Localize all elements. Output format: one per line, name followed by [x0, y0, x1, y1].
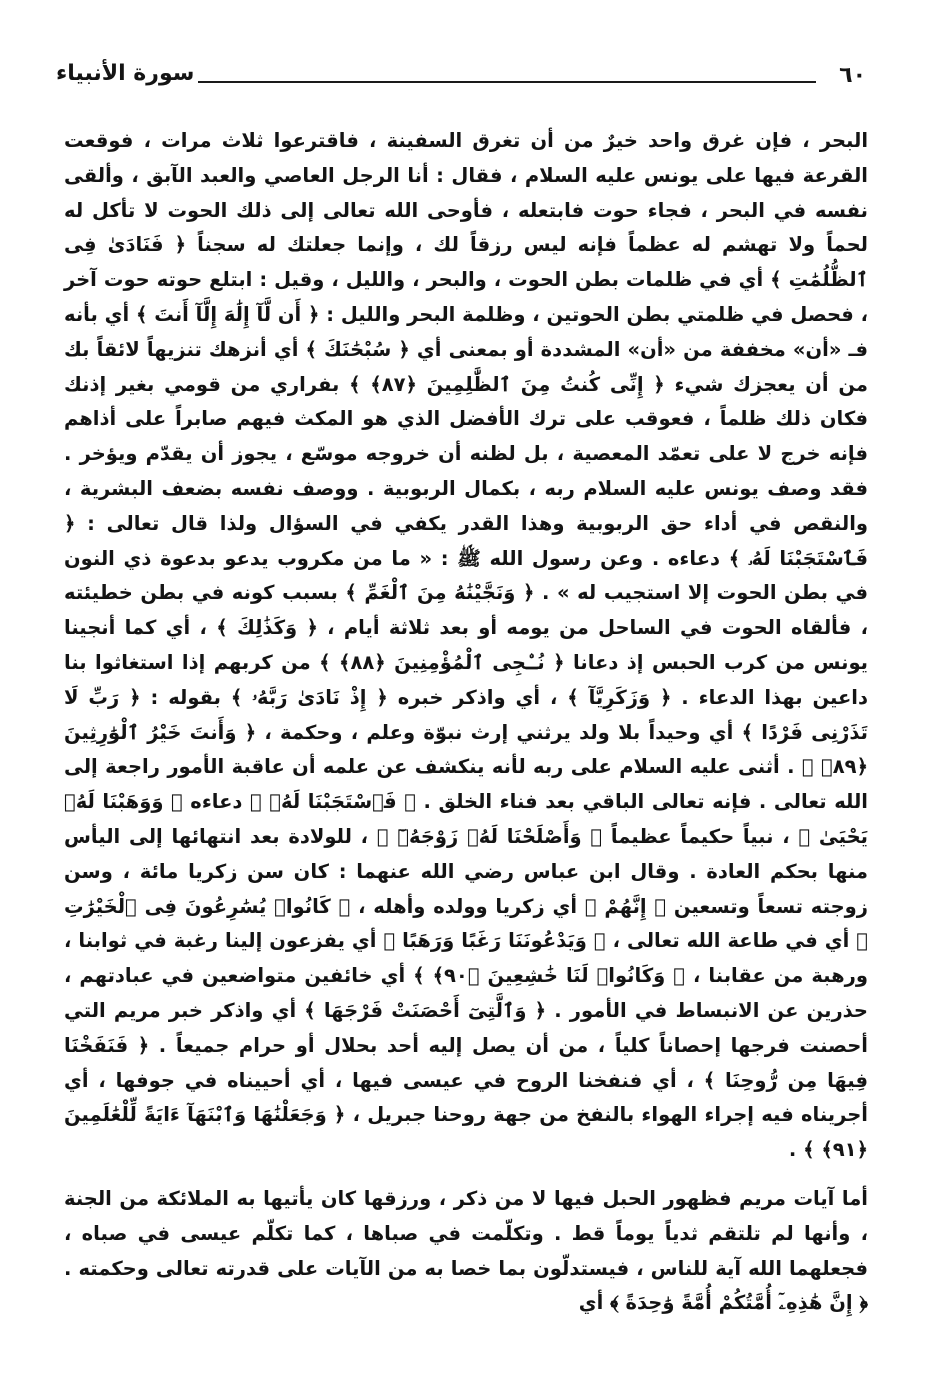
- commentary-body: [64, 124, 868, 1321]
- running-header: [56, 54, 868, 94]
- commentary-paragraph: أما آيات مريم فظهور الحبل فيها لا من ذكر ، ورزقها كان يأتيها به الملائكة من الجنة ، وأنها لم تلتقم ثدياً يوماً قط . وتكلّمت في صباها ، كما تكلّم عيسى في صباه ، فجعلهما الله آية للناس ، فيستدلّون بما خصا به من الآيات على قدرته تعالى وحكمته . ﴿ إِنَّ هَٰذِهِۦٓ أُمَّتُكُمْ أُمَّةً وَٰحِدَةً ﴾ أي: [64, 1186, 868, 1315]
- commentary-paragraph: البحر ، فإن غرق واحد خيرٌ من أن تغرق السفينة ، فاقترعوا ثلاث مرات ، فوقعت القرعة فيها على يونس عليه السلام ، فقال : أنا الرجل العاصي والعبد الآبق ، وألقى نفسه في البحر ، فجاء حوت فابتعله ، فأوحى الله تعالى إلى ذلك الحوت لا تأكل له لحماً ولا تهشم له عظماً فإنه ليس رزقاً لك ، وإنما جعلتك له سجناً ﴿ فَنَادَىٰ فِى ٱلظُّلُمَٰتِ ﴾ أي في ظلمات بطن الحوت ، والبحر ، والليل ، وقيل : ابتلع حوته حوت آخر ، فحصل في ظلمتي بطن الحوتين ، وظلمة البحر والليل : ﴿ أَن لَّآ إِلَٰهَ إِلَّآ أَنتَ ﴾ أي بأنه فـ «أن» مخففة من «أن» المشددة أو بمعنى أي ﴿ سُبْحَٰنَكَ ﴾ أي أنزهك تنزيهاً لائقاً بك من أن يعجزك شيء ﴿ إِنِّى كُنتُ مِنَ ٱلظَّٰلِمِينَ ﴿٨٧﴾ ﴾ بفراري من قومي بغير إذنك فكان ذلك ظلماً ، فعوقب على ترك الأفضل الذي هو المكث فيهم صابراً على أذاهم فإنه خرج لا على تعمّد المعصية ، بل لظنه أن خروجه موسّع ، يجوز أن يقدّم ويؤخر . فقد وصف يونس عليه السلام ربه ، بكمال الربوبية . ووصف نفسه بضعف البشرية ، والنقص في أداء حق الربوبية وهذا القدر يكفي في السؤال ولذا قال تعالى : ﴿ فَٱسْتَجَبْنَا لَهُۥ ﴾ دعاءه . وعن رسول الله ﷺ : « ما من مكروب يدعو بدعوة ذي النون في بطن الحوت إلا استجيب له » . ﴿ وَنَجَّيْنَٰهُ مِنَ ٱلْغَمِّ ﴾ بسبب كونه في بطن خطيئته ، فألقاه الحوت في الساحل من يومه أو بعد ثلاثة أيام ، ﴿ وَكَذَٰلِكَ ﴾ ، أي كما أنجينا يونس من كرب الحبس إذ دعانا ﴿ نُـۨجِى ٱلْمُؤْمِنِينَ ﴿٨٨﴾ ﴾ من كربهم إذا استغاثوا بنا داعين بهذا الدعاء . ﴿ وَزَكَرِيَّآ ﴾ ، أي واذكر خبره ﴿ إِذْ نَادَىٰ رَبَّهُۥ ﴾ بقوله : ﴿ رَبِّ لَا تَذَرْنِى فَرْدًا ﴾ أي وحيداً بلا ولد يرثني إرث نبوّة وعلم ، وحكمة ، ﴿ وَأَنتَ خَيْرُ ٱلْوَٰرِثِينَ ﴿٨٩﴾ ﴾ . أثنى عليه السلام على ربه لأنه ينكشف عن علمه أن عاقبة الأمور راجعة إلى الله تعالى . فإنه تعالى الباقي بعد فناء الخلق . ﴿ فَٱسْتَجَبْنَا لَهُۥ ﴾ دعاءه ﴿ وَوَهَبْنَا لَهُۥ يَحْيَىٰ ﴾ ، نبياً حكيماً عظيماً ﴿ وَأَصْلَحْنَا لَهُۥ زَوْجَهُۥٓ ﴾ ، للولادة بعد انتهائها إلى اليأس منها بحكم العادة . وقال ابن عباس رضي الله عنهما : كان سن زكريا مائة ، وسن زوجته تسعاً وتسعين ﴿ إِنَّهُمْ ﴾ أي زكريا وولده وأهله ، ﴿ كَانُوا۟ يُسَٰرِعُونَ فِى ٱلْخَيْرَٰتِ ﴾ أي في طاعة الله تعالى ، ﴿ وَيَدْعُونَنَا رَغَبًا وَرَهَبًا ﴾ أي يفزعون إلينا رغبة في ثوابنا ، ورهبة من عقابنا ، ﴿ وَكَانُوا۟ لَنَا خَٰشِعِينَ ﴿٩٠﴾ ﴾ أي خائفين متواضعين في عبادتهم ، حذرين عن الانبساط في الأمور . ﴿ وَٱلَّتِىٓ أَحْصَنَتْ فَرْجَهَا ﴾ أي واذكر خبر مريم التي أحصنت فرجها إحصاناً كلياً ، من أن يصل إليه أحد بحلال أو حرام جميعاً . ﴿ فَنَفَخْنَا فِيهَا مِن رُّوحِنَا ﴾ ، أي فنفخنا الروح في عيسى فيها ، أي أحييناه في جوفها ، أي أجريناه فيه إجراء الهواء بالنفخ من جهة روحنا جبريل ، ﴿ وَجَعَلْنَٰهَا وَٱبْنَهَآ ءَايَةً لِّلْعَٰلَمِينَ ﴿٩١﴾ ﴾ .: [64, 129, 868, 1162]
- header-rule: [198, 81, 816, 83]
- page-number: ٦٠: [839, 63, 866, 88]
- book-page: [56, 54, 868, 1354]
- surah-title: سورة الأنبياء: [56, 61, 195, 86]
